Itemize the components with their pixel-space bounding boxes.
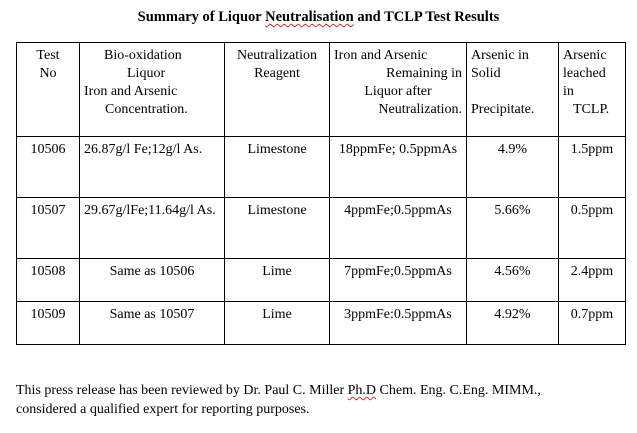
header-bio-oxidation: Bio-oxidation Liquor Iron and Arsenic Concentration. xyxy=(80,43,225,137)
cell-arsenic-solid: 4.92% xyxy=(467,302,559,345)
header-arsenic-solid: Arsenic in Solid Precipitate. xyxy=(467,43,559,137)
cell-test-no: 10508 xyxy=(17,259,80,302)
cell-arsenic-solid: 5.66% xyxy=(467,198,559,259)
cell-arsenic-solid: 4.9% xyxy=(467,137,559,198)
results-table xyxy=(16,42,626,345)
note-line-2: considered a qualified expert for reporting purposes. xyxy=(16,402,310,417)
title-text-2: and TCLP Test Results xyxy=(353,9,500,25)
cell-remaining: 4ppmFe;0.5ppmAs xyxy=(330,198,467,259)
title-text-1: Summary of Liquor xyxy=(137,9,266,25)
cell-liquor: Same as 10506 xyxy=(80,259,225,302)
cell-liquor: Same as 10507 xyxy=(80,302,225,345)
cell-arsenic-tclp: 1.5ppm xyxy=(559,137,626,198)
cell-liquor: 26.87g/l Fe;12g/l As. xyxy=(80,137,225,198)
title-squiggly-word: Neutralisation xyxy=(265,9,354,25)
cell-reagent: Lime xyxy=(225,259,330,302)
table-row xyxy=(17,259,626,302)
cell-reagent: Limestone xyxy=(225,198,330,259)
cell-test-no: 10509 xyxy=(17,302,80,345)
table-row xyxy=(17,198,626,259)
cell-reagent: Lime xyxy=(225,302,330,345)
cell-arsenic-tclp: 2.4ppm xyxy=(559,259,626,302)
cell-arsenic-tclp: 0.5ppm xyxy=(559,198,626,259)
header-arsenic-tclp: Arsenic leached in TCLP. xyxy=(559,43,626,137)
document-title xyxy=(0,9,637,26)
review-note xyxy=(16,381,626,419)
table-row xyxy=(17,302,626,345)
header-test-no: Test No xyxy=(17,43,80,137)
cell-test-no: 10507 xyxy=(17,198,80,259)
cell-remaining: 3ppmFe:0.5ppmAs xyxy=(330,302,467,345)
table-row xyxy=(17,137,626,198)
cell-remaining: 7ppmFe;0.5ppmAs xyxy=(330,259,467,302)
cell-liquor: 29.67g/lFe;11.64g/l As. xyxy=(80,198,225,259)
note-squiggly-word: Ph.D xyxy=(347,383,377,398)
cell-arsenic-tclp: 0.7ppm xyxy=(559,302,626,345)
note-text-2: Chem. Eng. C.Eng. MIMM., xyxy=(376,383,541,398)
note-text-1: This press release has been reviewed by Dr. Paul C. Miller xyxy=(16,383,348,398)
cell-remaining: 18ppmFe; 0.5ppmAs xyxy=(330,137,467,198)
header-reagent: Neutralization Reagent xyxy=(225,43,330,137)
cell-arsenic-solid: 4.56% xyxy=(467,259,559,302)
cell-test-no: 10506 xyxy=(17,137,80,198)
cell-reagent: Limestone xyxy=(225,137,330,198)
header-row xyxy=(17,43,626,137)
header-remaining: Iron and Arsenic Remaining in Liquor after Neutralization. xyxy=(330,43,467,137)
